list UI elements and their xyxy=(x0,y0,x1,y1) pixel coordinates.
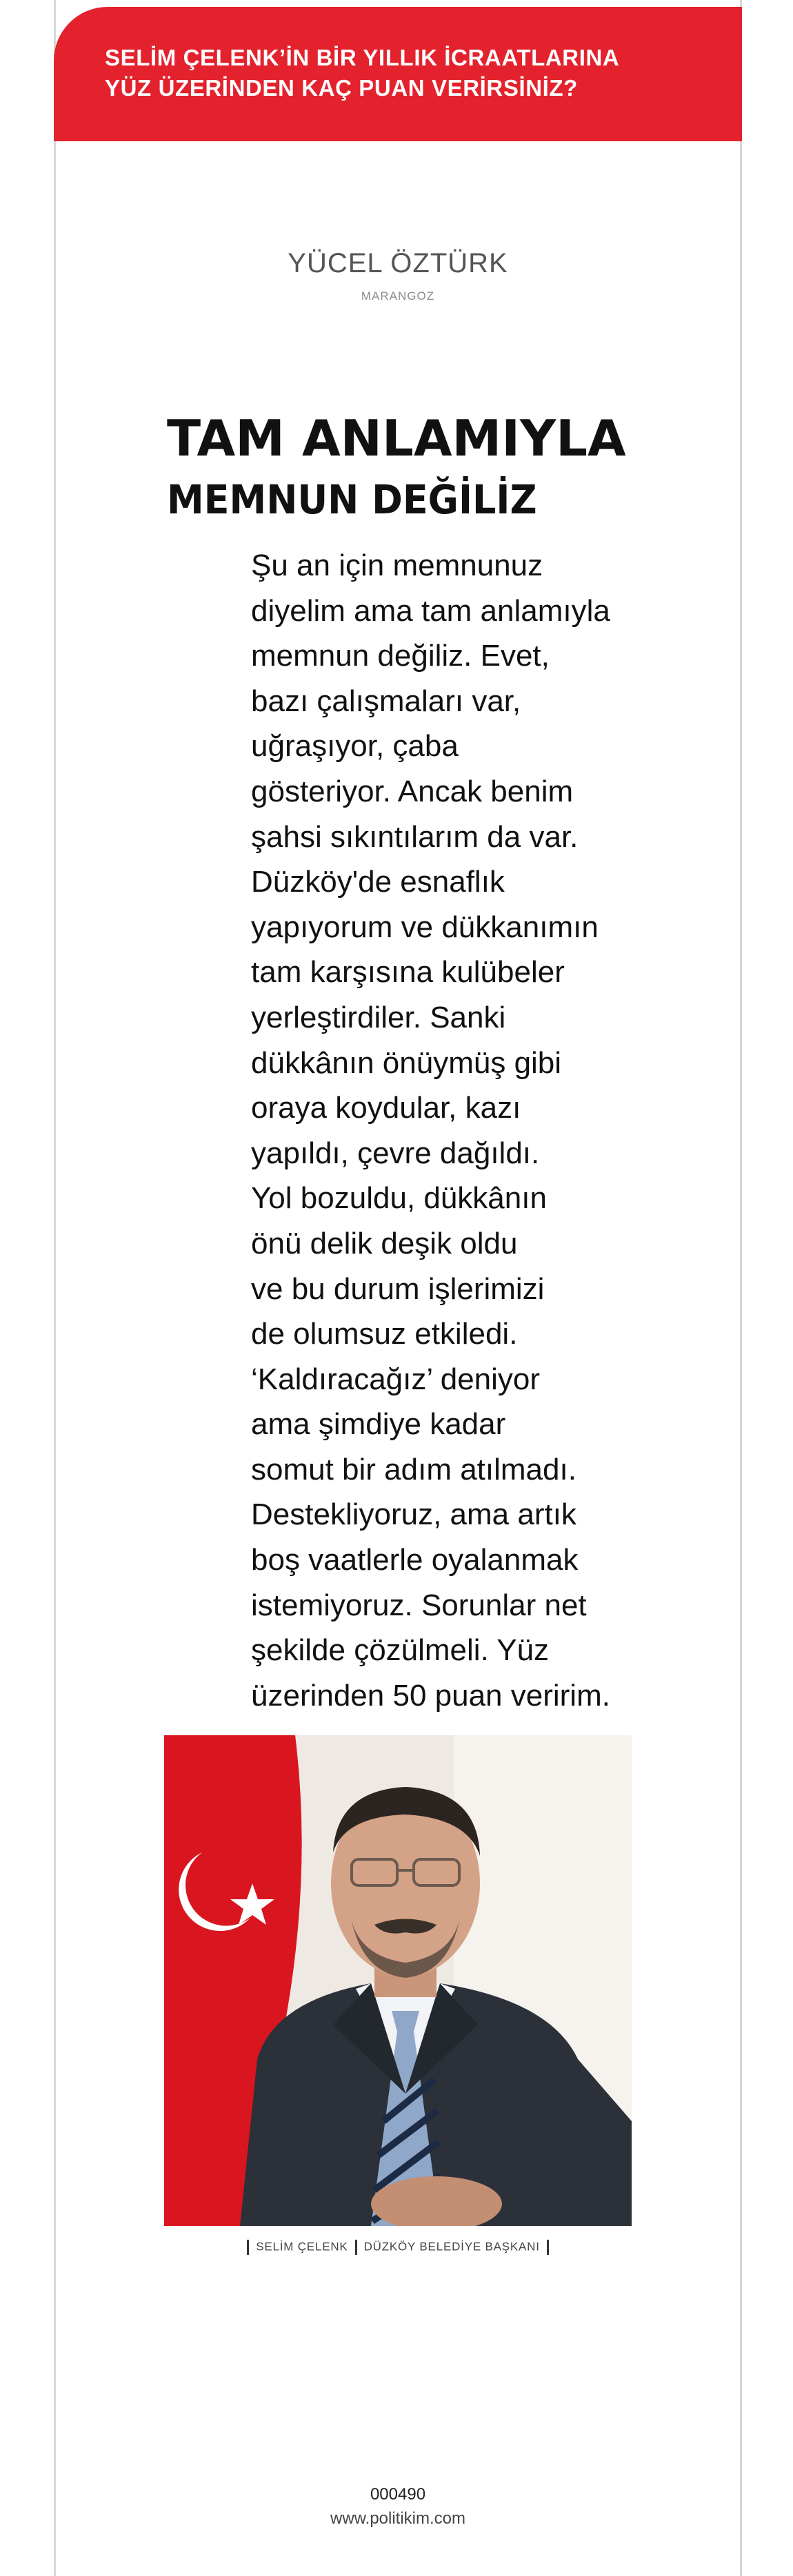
body-line: somut bir adım atılmadı. xyxy=(251,1452,576,1486)
body-line: tam karşısına kulübeler xyxy=(251,955,565,990)
body-line: Destekliyoruz, ama artık xyxy=(251,1497,576,1532)
body-line: yapıldı, çevre dağıldı. xyxy=(251,1136,540,1170)
body-line: uğraşıyor, çaba xyxy=(251,729,459,764)
caption-separator xyxy=(355,2240,357,2255)
body-line: ve bu durum işlerimizi xyxy=(251,1271,545,1306)
body-line: şekilde çözülmeli. Yüz xyxy=(251,1633,550,1668)
banner-question-line-2: YÜZ ÜZERİNDEN KAÇ PUAN VERİRSİNİZ? xyxy=(105,75,578,101)
caption-name: SELİM ÇELENK xyxy=(256,2240,348,2253)
portrait-illustration xyxy=(164,1735,632,2226)
body-line: oraya koydular, kazı xyxy=(251,1091,521,1125)
mayor-portrait-photo xyxy=(164,1735,632,2226)
body-line: üzerinden 50 puan veririm. xyxy=(251,1678,610,1713)
caption-separator xyxy=(247,2240,249,2255)
body-line: dükkânın önüymüş gibi xyxy=(251,1045,562,1080)
body-line: şahsi sıkıntılarım da var. xyxy=(251,819,579,854)
author-occupation: MARANGOZ xyxy=(361,289,435,303)
body-line: yerleştirdiler. Sanki xyxy=(251,1000,506,1034)
body-line: memnun değiliz. Evet, xyxy=(251,639,550,673)
photo-caption xyxy=(54,2240,742,2255)
caption-title: DÜZKÖY BELEDİYE BAŞKANI xyxy=(363,2240,540,2253)
body-line: gösteriyor. Ancak benim xyxy=(251,774,574,808)
author-name: YÜCEL ÖZTÜRK xyxy=(288,248,508,278)
body-line: Yol bozuldu, dükkânın xyxy=(251,1181,547,1216)
body-line: Şu an için memnunuz xyxy=(251,549,543,582)
body-line: ‘Kaldıracağız’ deniyor xyxy=(251,1362,541,1396)
website-link[interactable]: www.politikim.com xyxy=(330,2509,466,2528)
headline-line-1: TAM ANLAMIYLA xyxy=(167,409,626,467)
body-line: ama şimdiye kadar xyxy=(251,1407,506,1442)
page-code: 000490 xyxy=(370,2485,426,2504)
body-line: boş vaatlerle oyalanmak xyxy=(251,1543,579,1577)
body-line: istemiyoruz. Sorunlar net xyxy=(251,1588,587,1622)
body-line: bazı çalışmaları var, xyxy=(251,684,521,718)
body-line: diyelim ama tam anlamıyla xyxy=(251,593,610,628)
article-body xyxy=(251,543,637,1718)
body-line: Düzköy'de esnaflık xyxy=(251,865,505,899)
caption-separator xyxy=(547,2240,549,2255)
body-line: yapıyorum ve dükkanımın xyxy=(251,910,599,944)
body-line: de olumsuz etkiledi. xyxy=(251,1317,518,1351)
body-line: önü delik deşik oldu xyxy=(251,1226,518,1260)
banner-question-line-1: SELİM ÇELENK’İN BİR YILLIK İCRAATLARINA xyxy=(105,45,620,70)
question-banner xyxy=(54,7,742,141)
headline-line-2: MEMNUN DEĞİLİZ xyxy=(167,476,537,523)
